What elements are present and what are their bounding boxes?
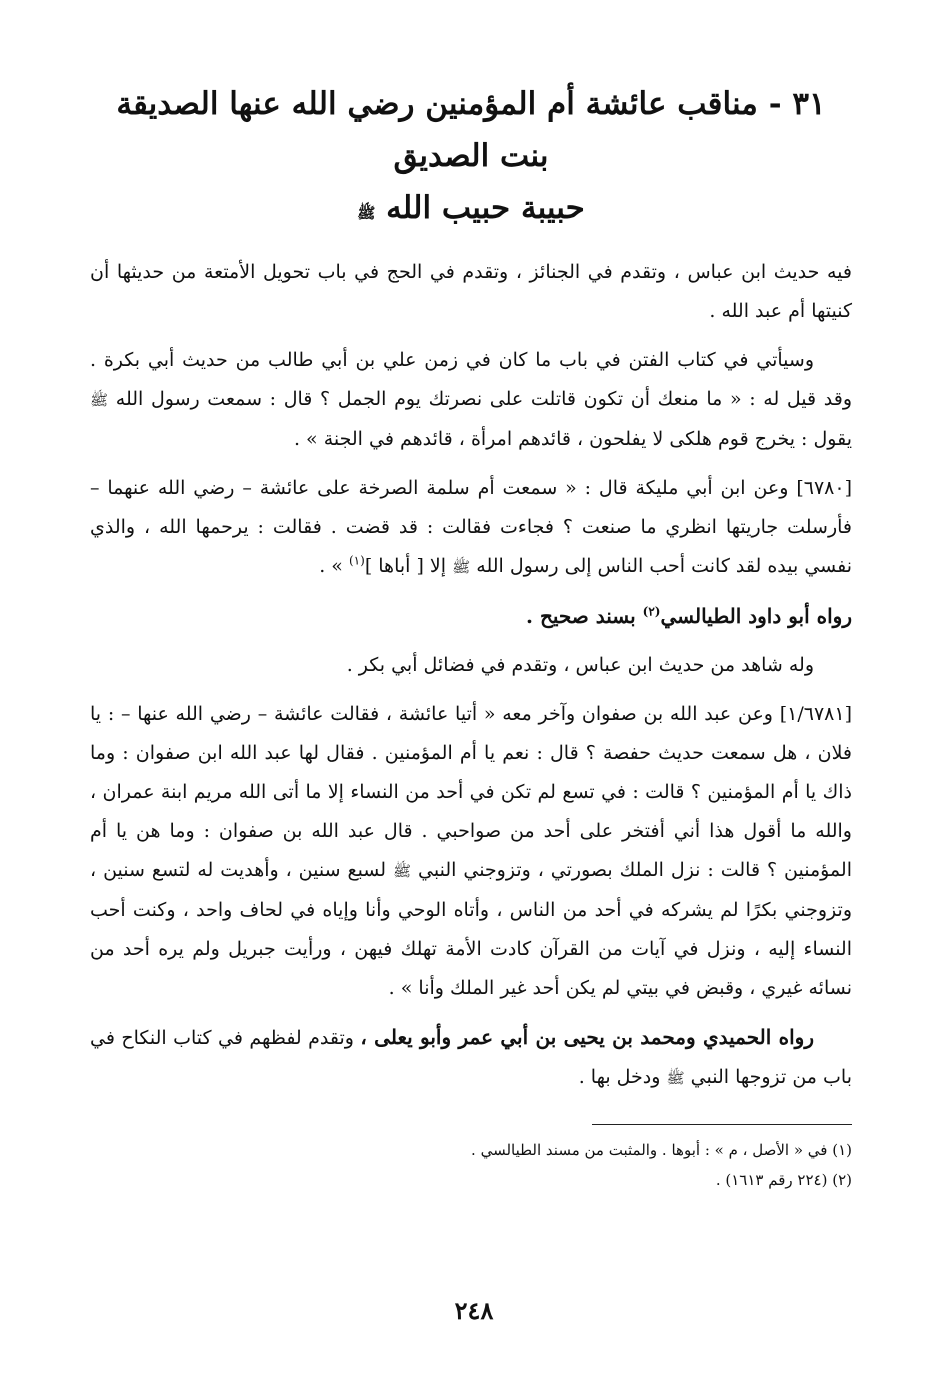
hadith-text1: وعن عبد الله بن صفوان وآخر معه « أتيا عائشة ، فقالت عائشة – رضي الله عنها – : يا فلان ، هل سمعت حديث حفصة ؟ قال : نعم يا أم المؤمنين . فقال لها عبد الله ابن صفوان : وما ذاك يا أم المؤمنين ؟ قالت : في تسع لم تكن في أحد من النساء إلا ما أتى الله مريم ابنة عمران ، والله ما أقول هذا أني أفتخر على أحد من صواحبي . قال عبد الله بن صفوان : وما هن يا أم المؤمنين ؟ قالت : نزل الملك بصورتي ، وتزوجني النبي <box>90 703 852 881</box>
footnote-divider <box>592 1124 852 1125</box>
paragraph-witness: وله شاهد من حديث ابن عباس ، وتقدم في فضائل أبي بكر . <box>346 654 814 676</box>
hadith-6781 <box>90 695 852 1008</box>
chapter-title-line1: ٣١ - مناقب عائشة أم المؤمنين رضي الله عنها الصديقة بنت الصديق <box>116 86 826 174</box>
paragraph-fitan-text2: يقول : يخرج قوم هلكى لا يفلحون ، قائدهم امرأة ، قائدهم في الجنة » . <box>293 428 852 450</box>
hadith-text2: لسبع سنين ، وأهديت له لتسع سنين ، وتزوجني بكرًا لم يشركه في أحد من الناس ، وأتاه الوحي وأنا وإياه في لحاف واحد ، وكنت أحب النساء إليه ، ونزل في آيات من القرآن كادت الأمة تهلك فيهن ، ورأيت جبريل ولم يره أحد من نسائه غيري ، وقبض في بيتي لم يكن أحد غير الملك وأنا » . <box>90 859 852 999</box>
hadith-6780 <box>90 469 852 587</box>
footnote-1: (١) في « الأصل ، م » : أبوها . والمثبت من مسند الطيالسي . <box>471 1141 852 1159</box>
hadith-text2: إلا [ أباها ] <box>364 555 447 577</box>
hadith-number: [٦٧٨٠] <box>796 477 852 499</box>
footnote-2: (٢) (٢٢٤ رقم ١٦١٣) . <box>715 1171 852 1189</box>
salla-glyph: ﷺ <box>357 204 376 222</box>
hadith-text1: وعن ابن أبي مليكة قال : « سمعت أم سلمة الصرخة على عائشة – رضي الله عنهما – فأرسلت جاريتها انظري ما صنعت ؟ فجاءت فقالت : قد قضت . فقالت : يرحمها الله ، والذي نفسي بيده لقد كانت أحب الناس إلى رسول الله <box>90 477 852 577</box>
paragraph-fitan <box>90 341 852 459</box>
hadith-number: [١/٦٧٨١] <box>779 703 853 725</box>
chapter-title-line2 <box>90 182 852 239</box>
narration-text: رواه أبو داود الطيالسي <box>660 604 852 628</box>
footnote-ref-1: (١) <box>348 553 365 568</box>
narration-humaidi <box>90 1018 852 1098</box>
narration-sources: رواه الحميدي ومحمد بن يحيى بن أبي عمر وأبو يعلى ، <box>360 1025 814 1049</box>
paragraph-intro: فيه حديث ابن عباس ، وتقدم في الجنائز ، وتقدم في الحج في باب تحويل الأمتعة من حديثها أن كنيتها أم عبد الله . <box>90 261 852 322</box>
salla-glyph: ﷺ <box>666 1069 685 1087</box>
chapter-title <box>90 78 852 239</box>
footnote-ref-2: (٢) <box>642 604 661 619</box>
page-number: ٢٤٨ <box>454 1296 494 1325</box>
hadith-text-end: » . <box>319 555 343 577</box>
salla-glyph: ﷺ <box>90 391 109 409</box>
page-body <box>90 78 852 1195</box>
chapter-title-line2-text: حبيبة حبيب الله <box>386 190 585 226</box>
narration-text1: وتقدم لفظهم في كتاب النكاح في باب من تزوجها النبي <box>90 1027 852 1088</box>
salla-glyph: ﷺ <box>392 862 412 880</box>
paragraph-fitan-text1: وسيأتي في كتاب الفتن في باب ما كان في زمن علي بن أبي طالب من حديث أبي بكرة . وقد قيل له : « ما منعك أن تكون قاتلت على نصرتك يوم الجمل ؟ قال : سمعت رسول الله <box>90 349 852 410</box>
narration-grade: بسند صحيح . <box>526 604 636 628</box>
narration-tayalisi <box>90 597 852 636</box>
salla-glyph: ﷺ <box>452 558 471 576</box>
narration-text2: ودخل بها . <box>578 1066 661 1088</box>
